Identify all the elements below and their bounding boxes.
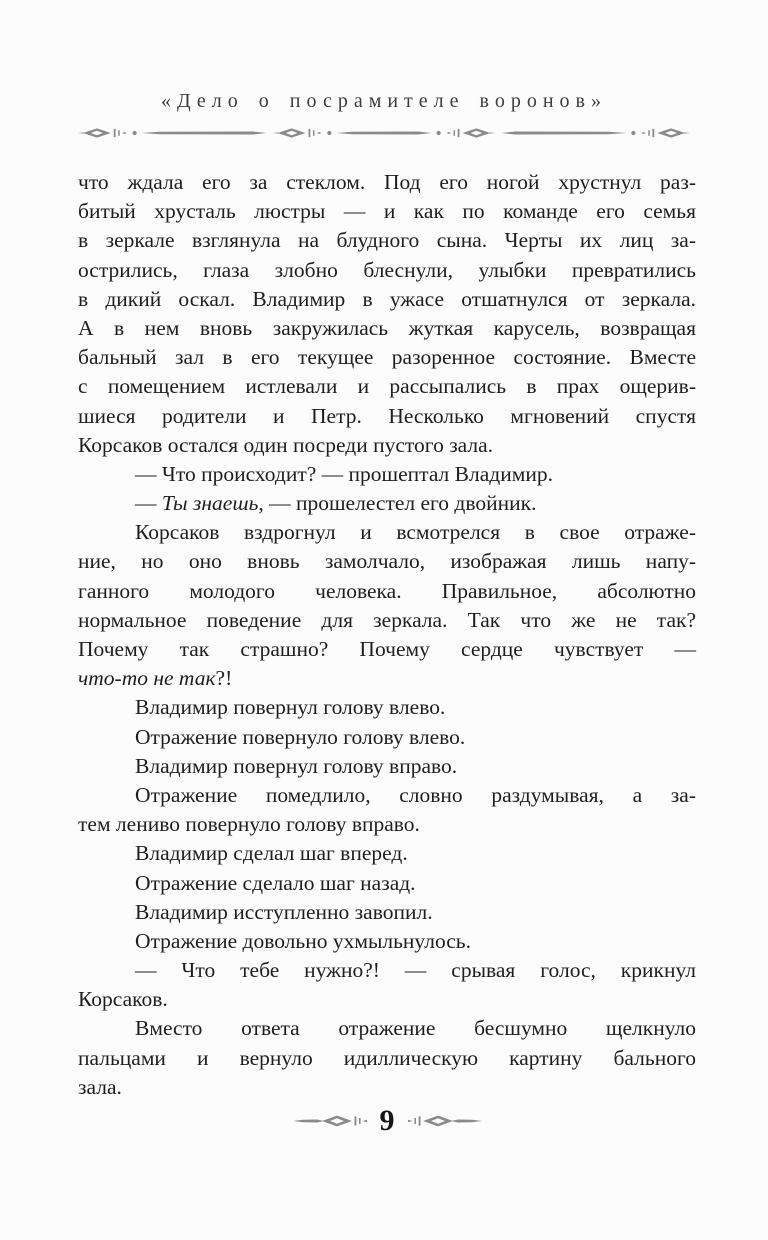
text-line: Отражение сделало шаг назад. [135, 870, 416, 895]
paragraph [78, 898, 696, 927]
paragraph [78, 752, 696, 781]
text-line: Владимир исступленно завопил. [135, 899, 433, 924]
text-line: бальный зал в его текущее разоренное состояние. Вместе [78, 345, 696, 370]
text-line: Вместо ответа отражение бесшумно щелкнуло [135, 1016, 696, 1041]
text-line: в зеркале взглянула на блудного сына. Черты их лиц за- [78, 228, 696, 253]
text-line: Владимир повернул голову вправо. [135, 753, 458, 778]
text-line: — Что тебе нужно?! — срывая голос, крикнул [135, 958, 696, 983]
text-line: ние, но оно вновь замолчало, изображая лишь напу- [78, 549, 696, 574]
page-footer [78, 1104, 696, 1138]
text-line: острились, глаза злобно блеснули, улыбки превратились [78, 257, 696, 282]
text-line: что ждала его за стеклом. Под его ногой хрустнул раз- [78, 170, 696, 194]
text-line: Корсаков. [78, 987, 168, 1012]
paragraph [78, 518, 696, 693]
paragraph [78, 927, 696, 956]
text-line: Владимир сделал шаг вперед. [135, 841, 408, 866]
text-line: — Ты знаешь, — прошелестел его двойник. [135, 491, 537, 516]
paragraph [78, 839, 696, 868]
footer-ornament-right [408, 1114, 482, 1128]
text-line: А в нем вновь закружилась жуткая карусель, возвращая [78, 315, 696, 340]
paragraph [78, 693, 696, 722]
text-line: Владимир повернул голову влево. [135, 695, 446, 720]
text-line: — Что происходит? — прошептал Владимир. [135, 461, 553, 486]
text-line: нормальное поведение для зеркала. Так что же не так? [78, 607, 696, 632]
paragraph [78, 460, 696, 489]
text-line: тем лениво повернуло голову вправо. [78, 812, 420, 837]
text-line: с помещением истлевали и рассыпались в прах ощерив- [78, 374, 696, 399]
text-line: пальцами и вернуло идиллическую картину бального [78, 1045, 696, 1070]
text-line: шиеся родители и Петр. Несколько мгновений спустя [78, 403, 696, 428]
text-line: что-то не так?! [78, 666, 233, 691]
footer-ornament-left [293, 1114, 367, 1128]
page-number: 9 [379, 1104, 395, 1137]
paragraph [78, 723, 696, 752]
text-line: Корсаков остался один посреди пустого зала. [78, 432, 494, 457]
text-line: битый хрусталь люстры — и как по команде его семья [78, 199, 696, 224]
text-line: Отражение помедлило, словно раздумывая, а за- [135, 782, 696, 807]
text-line: в дикий оскал. Владимир в ужасе отшатнулся от зеркала. [78, 286, 696, 311]
paragraph [78, 1014, 696, 1102]
paragraph [78, 168, 696, 460]
text-line: ганного молодого человека. Правильное, абсолютно [78, 578, 696, 603]
paragraph [78, 489, 696, 518]
text-line: Корсаков вздрогнул и всмотрелся в свое отраже- [135, 520, 696, 545]
text-line: Почему так страшно? Почему сердце чувствует — [78, 637, 696, 661]
running-title: «Дело о посрамителе воронов» [161, 90, 607, 112]
paragraph [78, 869, 696, 898]
text-line: Отражение довольно ухмыльнулось. [135, 928, 471, 953]
text-line: Отражение повернуло голову влево. [135, 724, 466, 749]
paragraph [78, 956, 696, 1014]
text-line: зала. [78, 1074, 122, 1099]
text-body [78, 168, 696, 1102]
header-divider-ornament [78, 127, 690, 139]
paragraph [78, 781, 696, 839]
